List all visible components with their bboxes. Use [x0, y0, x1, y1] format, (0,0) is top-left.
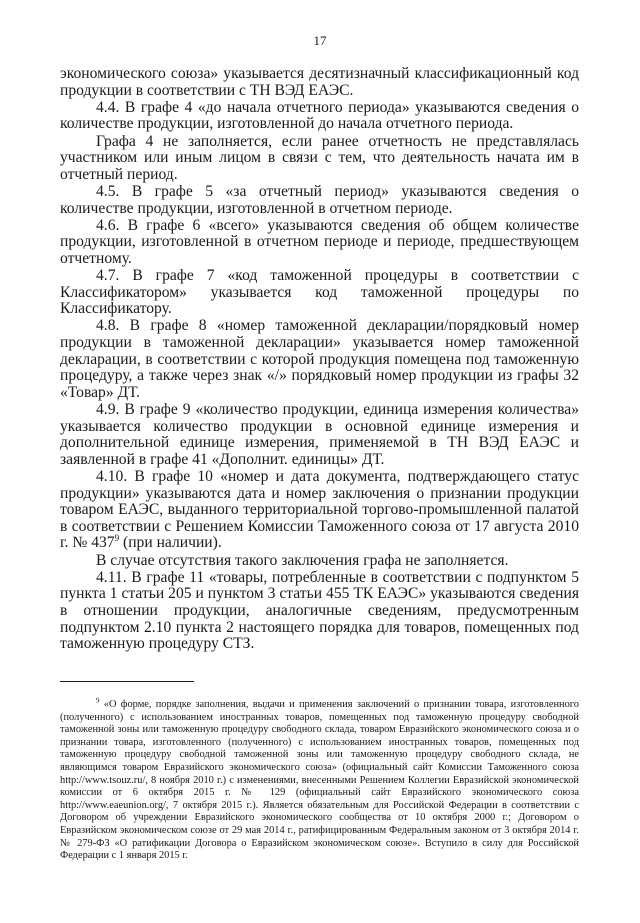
- footnote-separator: [60, 681, 194, 682]
- paragraph: 4.7. В графе 7 «код таможенной процедуры в соответствии с Классификатором» указывается код таможенной процедуры по Классификатору.: [60, 267, 579, 318]
- paragraph: 4.11. В графе 11 «товары, потребленные в соответствии с подпунктом 5 пункта 1 статьи 205 и пунктом 3 статьи 455 ТК ЕАЭС» указываются сведения в отношении продукции, аналогичные сведениям, предусмотренным подпунктом 2.10 пункта 2 настоящего порядка для товаров, помещенных под таможенную процедуру СТЗ.: [60, 568, 579, 653]
- paragraph: Графа 4 не заполняется, если ранее отчетность не представлялась участником или иным лицом в связи с тем, что деятельность начата им в отчетный период.: [60, 132, 579, 183]
- paragraph: 4.8. В графе 8 «номер таможенной декларации/порядковый номер продукции в таможенной декларации» указывается номер таможенной декларации, в соответствии с которой продукция помещена под таможенную процедуру, а также через знак «/» порядковый номер продукции из графы 32 «Товар» ДТ.: [60, 317, 579, 401]
- footnote-reference: 9: [114, 533, 120, 544]
- paragraph: 4.5. В графе 5 «за отчетный период» указываются сведения о количестве продукции, изготовленной в отчетном периоде.: [60, 182, 579, 217]
- paragraph: 4.9. В графе 9 «количество продукции, единица измерения количества» указывается количество продукции в основной единице измерения и дополнительной единице измерения, применяемой в ТН ВЭД ЕАЭС и заявленной в графе 41 «Дополнит. единицы» ДТ.: [60, 401, 579, 468]
- document-body: [60, 66, 579, 653]
- paragraph: В случае отсутствия такого заключения графа не заполняется.: [96, 551, 509, 569]
- footnote-mark: 9: [96, 696, 100, 705]
- paragraph: 4.4. В графе 4 «до начала отчетного периода» указываются сведения о количестве продукции, изготовленной до начала отчетного периода.: [60, 98, 579, 133]
- paragraph-text: 4.10. В графе 10 «номер и дата документа, подтверждающего статус продукции» указываются дата и номер заключения о признании продукции товаром ЕАЭС, выданного территориальной торгово-промышленной палатой в соответствии с Решением Комиссии Таможенного союза от 17 августа 2010 г. № 437: [60, 468, 579, 552]
- paragraph: экономического союза» указывается десятизначный классификационный код продукции в соответствии с ТН ВЭД ЕАЭС.: [60, 65, 579, 99]
- footnote: [60, 696, 579, 863]
- paragraph-tail: (при наличии).: [119, 534, 222, 552]
- footnote-text: «О форме, порядке заполнения, выдачи и применения заключений о признании товара, изготовленного (полученного) с использованием иностранных товаров, помещенных под таможенную процедуру свободной таможенной зоны или таможенную процедуру свободного склада, товаром Евразийского экономического союза и о признании товара, изготовленного (полученного) с использованием иностранных товаров, помещенных под таможенную процедуру свободной таможенной зоны или таможенную процедуру свободного склада, не являющимся товаром Евразийского экономического союза» (официальный сайт Комиссии Таможенного союза http://www.tsouz.ru/, 8 ноября 2010 г.) с изменениями, внесенными Решением Коллегии Евразийской экономической комиссии от 6 октября 2015 г. № 129 (официальный сайт Евразийского экономического союза http://www.eaeunion.org/, 7 октября 2015 г.). Является обязательным для Российской Федерации в соответствии с Договором об учреждении Евразийского экономического сообщества от 10 октября 2000 г.; Договором о Евразийском экономическом союзе от 29 мая 2014 г., ратифицированным Федеральным законом от 3 октября 2014 г. № 279-ФЗ «О ратификации Договора о Евразийском экономическом союзе». Вступило в силу для Российской Федерации с 1 января 2015 г.: [60, 699, 579, 862]
- paragraph-with-footnote: [60, 469, 579, 552]
- page-number: 17: [313, 33, 327, 48]
- paragraph: 4.6. В графе 6 «всего» указываются сведения об общем количестве продукции, изготовленной в отчетном периоде и периоде, предшествующем отчетному.: [60, 216, 579, 267]
